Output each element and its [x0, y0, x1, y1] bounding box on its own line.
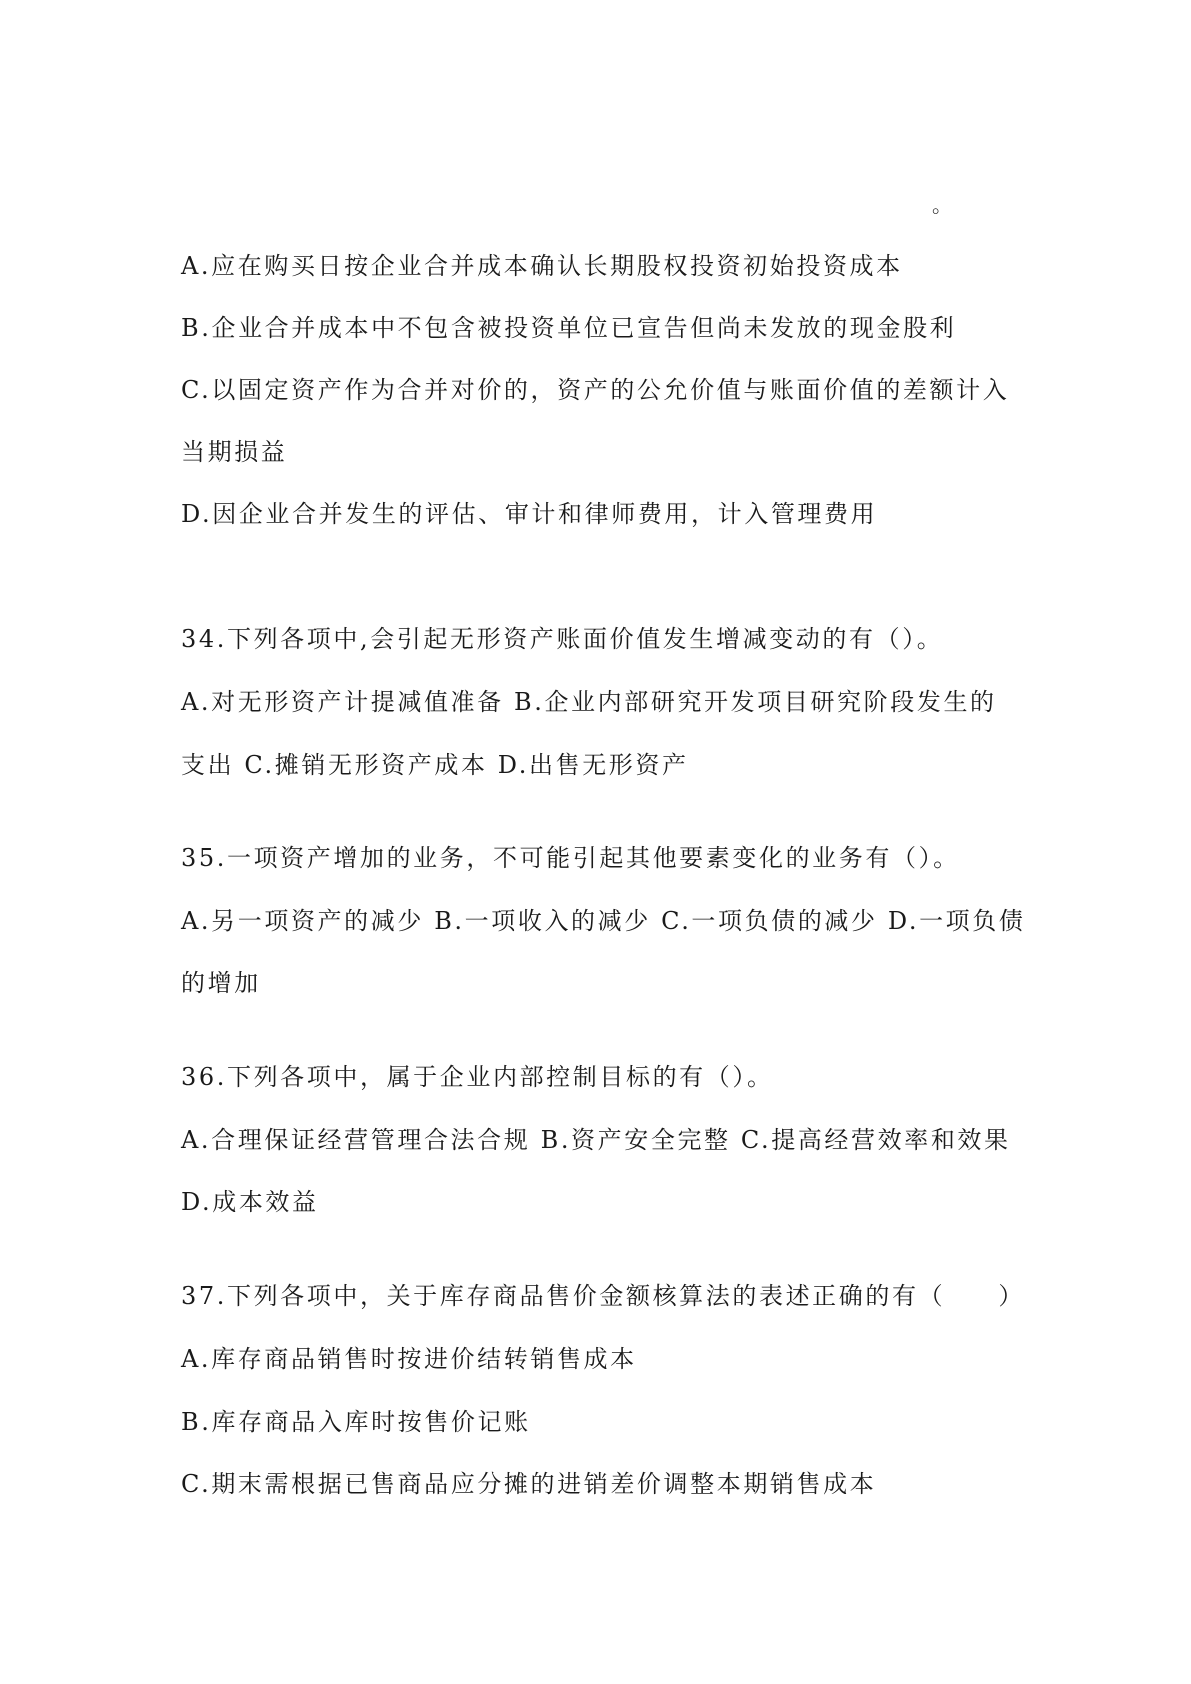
q35-options-line2: 的增加: [181, 969, 261, 997]
q36-options-line1: A.合理保证经营管理合法合规 B.资产安全完整 C.提高经营效率和效果: [181, 1126, 1011, 1154]
q33-option-a: A.应在购买日按企业合并成本确认长期股权投资初始投资成本: [181, 252, 903, 280]
q37-option-a: A.库存商品销售时按进价结转销售成本: [181, 1345, 637, 1373]
q36-options-line2: D.成本效益: [181, 1188, 319, 1216]
q33-option-d: D.因企业合并发生的评估、审计和律师费用，计入管理费用: [181, 500, 878, 528]
q34-options-line2: 支出 C.摊销无形资产成本 D.出售无形资产: [181, 751, 689, 779]
q33-option-c-line1: C.以固定资产作为合并对价的，资产的公允价值与账面价值的差额计入: [181, 376, 1010, 404]
q33-option-c-line2: 当期损益: [181, 438, 288, 466]
q35-stem: 35.一项资产增加的业务，不可能引起其他要素变化的业务有（）。: [181, 844, 960, 872]
period-fragment: 。: [932, 193, 952, 217]
q34-options-line1: A.对无形资产计提减值准备 B.企业内部研究开发项目研究阶段发生的: [181, 688, 997, 716]
q35-options-line1: A.另一项资产的减少 B.一项收入的减少 C.一项负债的减少 D.一项负债: [181, 907, 1026, 935]
q36-stem: 36.下列各项中，属于企业内部控制目标的有（）。: [181, 1063, 774, 1091]
q34-stem: 34.下列各项中,会引起无形资产账面价值发生增减变动的有（）。: [181, 625, 944, 653]
q37-option-c: C.期末需根据已售商品应分摊的进销差价调整本期销售成本: [181, 1470, 877, 1498]
q37-option-b: B.库存商品入库时按售价记账: [181, 1408, 531, 1436]
q33-option-b: B.企业合并成本中不包含被投资单位已宣告但尚未发放的现金股利: [181, 314, 957, 342]
q37-stem: 37.下列各项中，关于库存商品售价金额核算法的表述正确的有（ ）: [181, 1282, 1025, 1310]
